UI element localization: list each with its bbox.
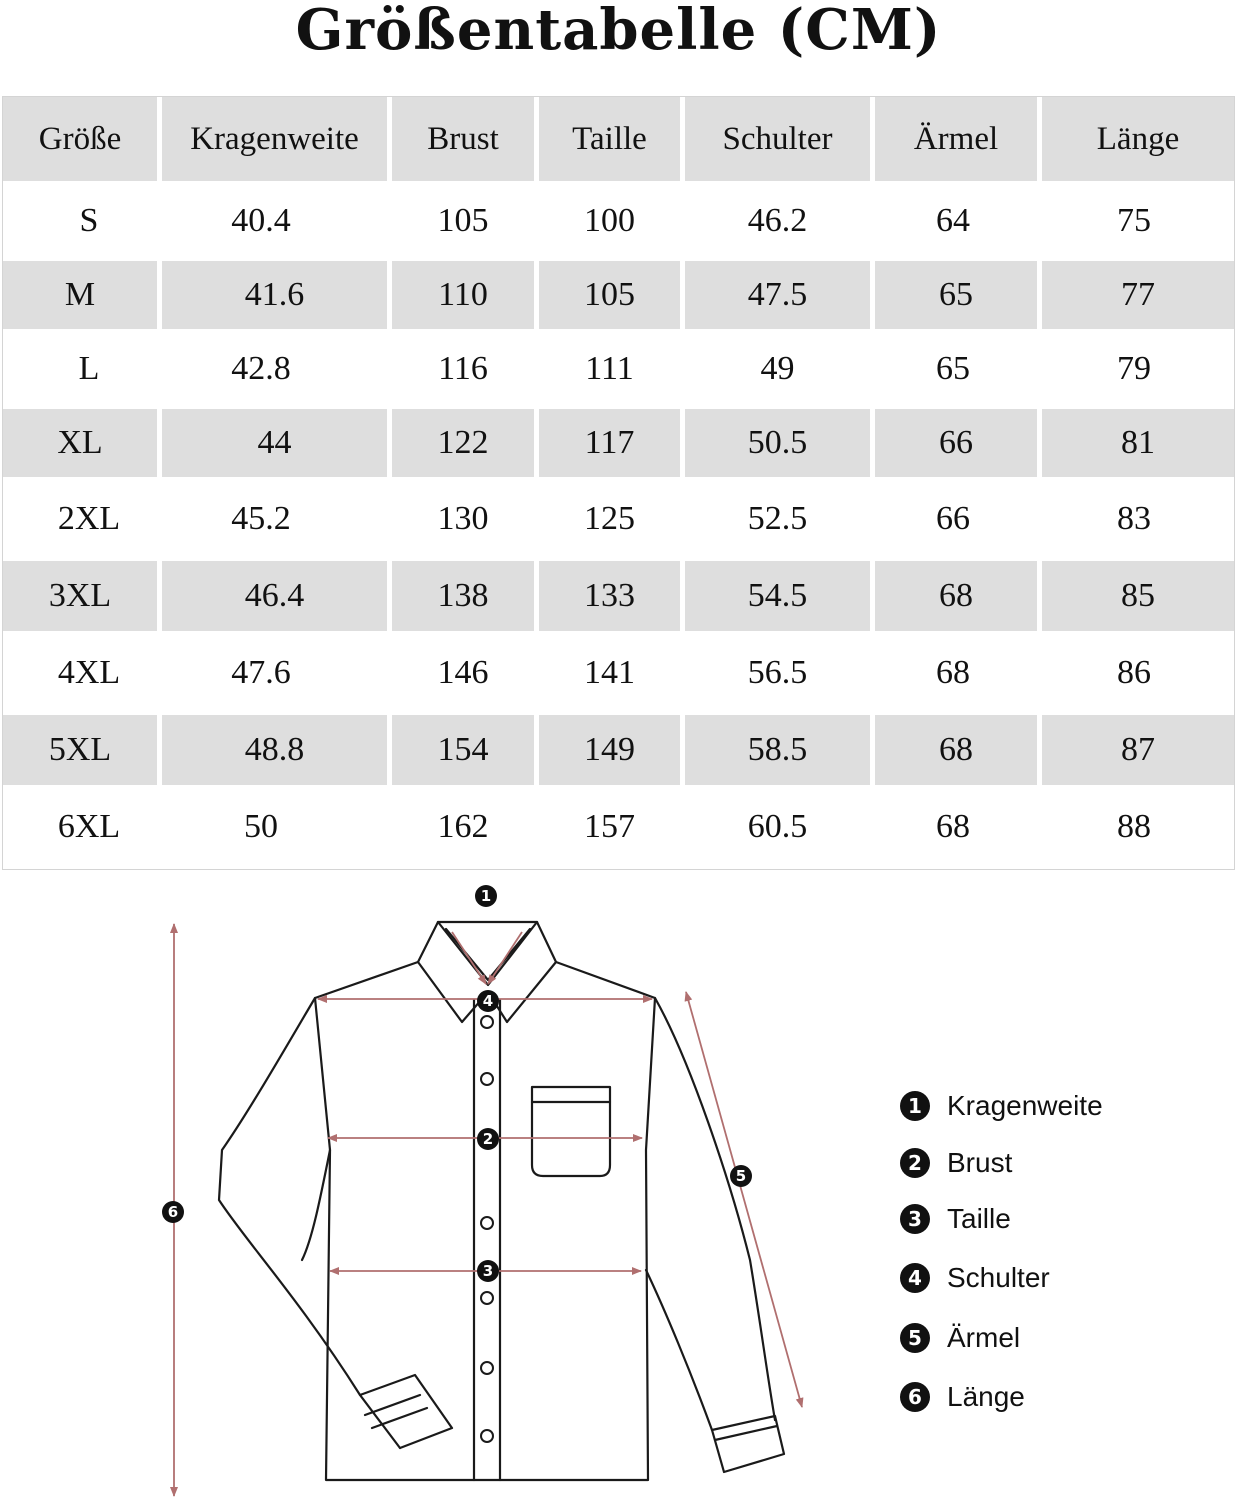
table-cell: 68 bbox=[875, 561, 1037, 631]
page-title: Größentabelle (CM) bbox=[295, 0, 942, 63]
table-row bbox=[3, 477, 1234, 561]
table-cell: 41.6 bbox=[162, 261, 387, 329]
legend-number: 4 bbox=[900, 1263, 930, 1293]
legend-item bbox=[900, 1379, 1025, 1415]
table-cell: 66 bbox=[936, 500, 970, 537]
header-cell: Länge bbox=[1042, 97, 1234, 181]
legend-label: Taille bbox=[947, 1203, 1011, 1234]
table-cell: 68 bbox=[936, 808, 970, 845]
marker-waist bbox=[477, 1260, 499, 1282]
table-cell: 149 bbox=[539, 715, 680, 785]
table-cell: XL bbox=[3, 409, 157, 477]
legend-label: Schulter bbox=[947, 1262, 1050, 1293]
table-cell: 122 bbox=[392, 409, 534, 477]
table-cell: 44 bbox=[162, 409, 387, 477]
table-cell: 111 bbox=[585, 350, 634, 387]
table-cell: 105 bbox=[437, 202, 489, 239]
marker-shoulder bbox=[477, 990, 499, 1012]
buttons bbox=[481, 1016, 493, 1442]
table-cell: 5XL bbox=[3, 715, 157, 785]
table-cell: 68 bbox=[936, 654, 970, 691]
table-cell: 154 bbox=[392, 715, 534, 785]
table-cell: 105 bbox=[539, 261, 680, 329]
legend-item bbox=[900, 1260, 1050, 1296]
size-table bbox=[2, 96, 1235, 870]
legend-number: 2 bbox=[900, 1148, 930, 1178]
table-cell: 116 bbox=[438, 350, 488, 387]
legend-number: 6 bbox=[900, 1382, 930, 1412]
marker-text: 5 bbox=[735, 1167, 747, 1185]
marker-collar bbox=[475, 885, 497, 907]
table-cell: 68 bbox=[875, 715, 1037, 785]
collar-arrow-right bbox=[488, 932, 522, 984]
table-row bbox=[3, 329, 1234, 409]
table-cell: 83 bbox=[1117, 500, 1151, 537]
marker-length bbox=[162, 1201, 184, 1223]
table-cell: 79 bbox=[1117, 350, 1151, 387]
table-cell: 56.5 bbox=[747, 654, 808, 691]
legend-label: Kragenweite bbox=[947, 1090, 1103, 1121]
table-cell: 47.6 bbox=[231, 654, 291, 691]
table-cell: 64 bbox=[936, 202, 970, 239]
table-cell: 110 bbox=[392, 261, 534, 329]
marker-text: 1 bbox=[480, 887, 492, 905]
table-cell: 58.5 bbox=[685, 715, 870, 785]
table-cell: 138 bbox=[392, 561, 534, 631]
table-row bbox=[3, 715, 1234, 785]
legend-number: 5 bbox=[900, 1323, 930, 1353]
legend-item bbox=[900, 1320, 1020, 1356]
table-cell: 52.5 bbox=[747, 500, 808, 537]
header-cell: Schulter bbox=[685, 97, 870, 181]
table-row bbox=[3, 785, 1234, 869]
table-cell: M bbox=[3, 261, 157, 329]
header-cell: Ärmel bbox=[875, 97, 1037, 181]
table-cell: 60.5 bbox=[747, 808, 808, 845]
table-cell: 75 bbox=[1117, 202, 1151, 239]
table-row bbox=[3, 631, 1234, 715]
header-cell: Brust bbox=[392, 97, 534, 181]
table-cell: 87 bbox=[1042, 715, 1234, 785]
table-cell: 3XL bbox=[3, 561, 157, 631]
marker-text: 2 bbox=[482, 1130, 494, 1148]
table-cell: 133 bbox=[539, 561, 680, 631]
table-cell: 47.5 bbox=[685, 261, 870, 329]
table-cell: 86 bbox=[1117, 654, 1151, 691]
header-cell: Größe bbox=[3, 97, 157, 181]
legend-item bbox=[900, 1088, 1103, 1124]
table-cell: 65 bbox=[936, 350, 970, 387]
header-cell: Taille bbox=[539, 97, 680, 181]
table-row bbox=[3, 261, 1234, 329]
table-cell: 42.8 bbox=[231, 350, 291, 387]
table-row bbox=[3, 181, 1234, 261]
table-cell: 54.5 bbox=[685, 561, 870, 631]
header-cell: Kragenweite bbox=[162, 97, 387, 181]
table-row bbox=[3, 561, 1234, 631]
shirt-outline bbox=[219, 922, 784, 1480]
table-cell: 50.5 bbox=[685, 409, 870, 477]
table-cell: 88 bbox=[1117, 808, 1151, 845]
table-cell: 40.4 bbox=[231, 202, 291, 239]
table-cell: 49 bbox=[760, 350, 795, 387]
table-cell: 146 bbox=[437, 654, 489, 691]
table-cell: 6XL bbox=[57, 808, 121, 845]
table-cell: 66 bbox=[875, 409, 1037, 477]
table-cell: 46.2 bbox=[747, 202, 808, 239]
table-cell: 77 bbox=[1042, 261, 1234, 329]
table-cell: 46.4 bbox=[162, 561, 387, 631]
table-cell: 100 bbox=[584, 202, 635, 239]
table-cell: 130 bbox=[437, 500, 489, 537]
legend-label: Länge bbox=[947, 1381, 1025, 1412]
table-cell: 45.2 bbox=[231, 500, 291, 537]
table-cell: 157 bbox=[584, 808, 635, 845]
table-cell: 162 bbox=[437, 808, 489, 845]
shirt-diagram bbox=[0, 876, 1237, 1500]
table-row bbox=[3, 409, 1234, 477]
legend-label: Brust bbox=[947, 1147, 1013, 1178]
legend-label: Ärmel bbox=[947, 1322, 1021, 1353]
table-cell: 117 bbox=[539, 409, 680, 477]
marker-chest bbox=[477, 1128, 499, 1150]
table-cell: 85 bbox=[1042, 561, 1234, 631]
table-cell: 65 bbox=[875, 261, 1037, 329]
table-cell: 125 bbox=[584, 500, 635, 537]
table-cell: 4XL bbox=[57, 654, 121, 691]
table-cell: L bbox=[78, 350, 100, 387]
legend-item bbox=[900, 1145, 1012, 1181]
legend-number: 3 bbox=[900, 1204, 930, 1234]
sleeve-arrow bbox=[686, 992, 802, 1407]
marker-text: 4 bbox=[482, 992, 494, 1010]
legend-number: 1 bbox=[900, 1091, 930, 1121]
legend-item bbox=[900, 1201, 1011, 1237]
collar-arrow bbox=[452, 932, 486, 984]
table-cell: 2XL bbox=[57, 500, 121, 537]
marker-text: 3 bbox=[482, 1262, 494, 1280]
table-header-row bbox=[3, 97, 1234, 181]
table-cell: S bbox=[79, 202, 99, 239]
marker-sleeve bbox=[730, 1165, 752, 1187]
table-cell: 141 bbox=[584, 654, 635, 691]
marker-text: 6 bbox=[167, 1203, 179, 1221]
table-cell: 81 bbox=[1042, 409, 1234, 477]
table-cell: 48.8 bbox=[162, 715, 387, 785]
table-cell: 50 bbox=[244, 808, 278, 845]
